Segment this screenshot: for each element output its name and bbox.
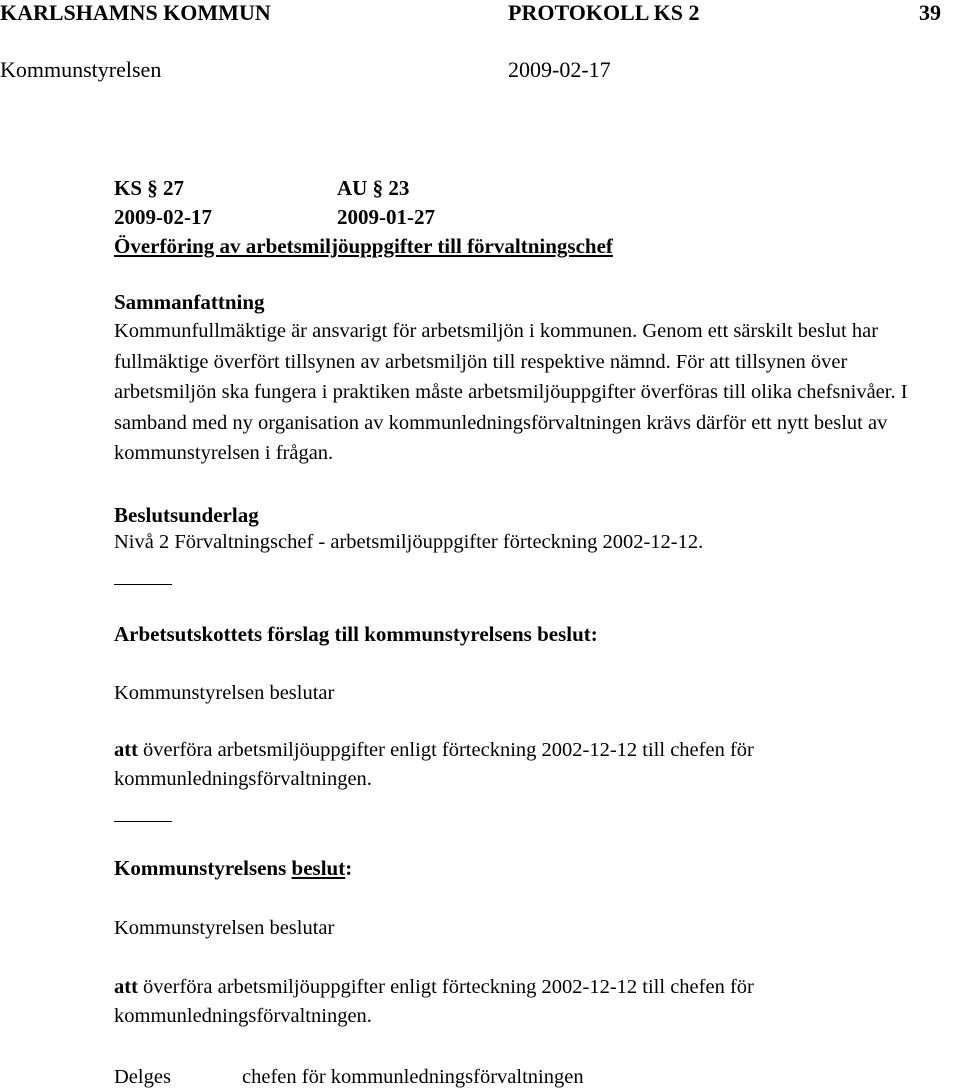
summary-line: arbetsmiljön ska fungera i praktiken måste arbetsmiljöuppgifter överföras till olika chefsnivåer. I — [114, 381, 908, 403]
distribution-recipient: chefen för kommunledningsförvaltningen — [242, 1066, 584, 1088]
board-name: Kommunstyrelsen — [0, 57, 162, 82]
att-keyword: att — [114, 976, 138, 998]
au-date: 2009-01-27 — [337, 205, 435, 229]
protocol-title: PROTOKOLL KS 2 — [508, 0, 700, 25]
heading-part: Kommunstyrelsens — [114, 856, 292, 880]
summary-line: kommunstyrelsen i frågan. — [114, 442, 334, 464]
att-keyword: att — [114, 739, 138, 761]
summary-text — [114, 316, 954, 469]
municipality-name: KARLSHAMNS KOMMUN — [0, 0, 271, 25]
summary-line: fullmäktige överfört tillsynen av arbetsmiljön till respektive nämnd. För att tillsynen över — [114, 350, 848, 373]
meeting-date: 2009-02-17 — [508, 57, 611, 82]
page-number: 39 — [919, 0, 941, 25]
committee-proposal-intro: Kommunstyrelsen beslutar — [114, 682, 335, 704]
committee-proposal-decision — [114, 735, 754, 765]
separator-line — [114, 584, 172, 585]
distribution-label: Delges — [114, 1066, 171, 1088]
basis-heading: Beslutsunderlag — [114, 503, 259, 527]
committee-proposal-heading: Arbetsutskottets förslag till kommunstyrelsens beslut: — [114, 622, 598, 646]
case-title: Överföring av arbetsmiljöuppgifter till förvaltningschef — [114, 234, 613, 258]
summary-line: samband med ny organisation av kommunledningsförvaltningen krävs därför ett nytt beslut av — [114, 411, 888, 434]
board-decision-intro: Kommunstyrelsen beslutar — [114, 917, 335, 939]
basis-text: Nivå 2 Förvaltningschef - arbetsmiljöuppgifter förteckning 2002-12-12. — [114, 531, 704, 553]
au-reference: AU § 23 — [337, 176, 410, 200]
ks-date: 2009-02-17 — [114, 205, 212, 229]
summary-heading: Sammanfattning — [114, 290, 265, 314]
summary-line: Kommunfullmäktige är ansvarigt för arbetsmiljön i kommunen. Genom ett särskilt beslut har — [114, 320, 879, 342]
ks-reference: KS § 27 — [114, 176, 185, 200]
decision-text: överföra arbetsmiljöuppgifter enligt förteckning 2002-12-12 till chefen för — [137, 739, 754, 761]
heading-part: : — [345, 856, 353, 880]
board-decision-text — [114, 972, 754, 1002]
board-decision-heading — [114, 856, 352, 881]
board-decision-text-cont: kommunledningsförvaltningen. — [114, 1005, 372, 1027]
decision-text: överföra arbetsmiljöuppgifter enligt förteckning 2002-12-12 till chefen för — [137, 976, 754, 998]
heading-part-underlined: beslut — [291, 856, 346, 880]
separator-line — [114, 821, 172, 822]
committee-proposal-decision-cont: kommunledningsförvaltningen. — [114, 768, 372, 790]
